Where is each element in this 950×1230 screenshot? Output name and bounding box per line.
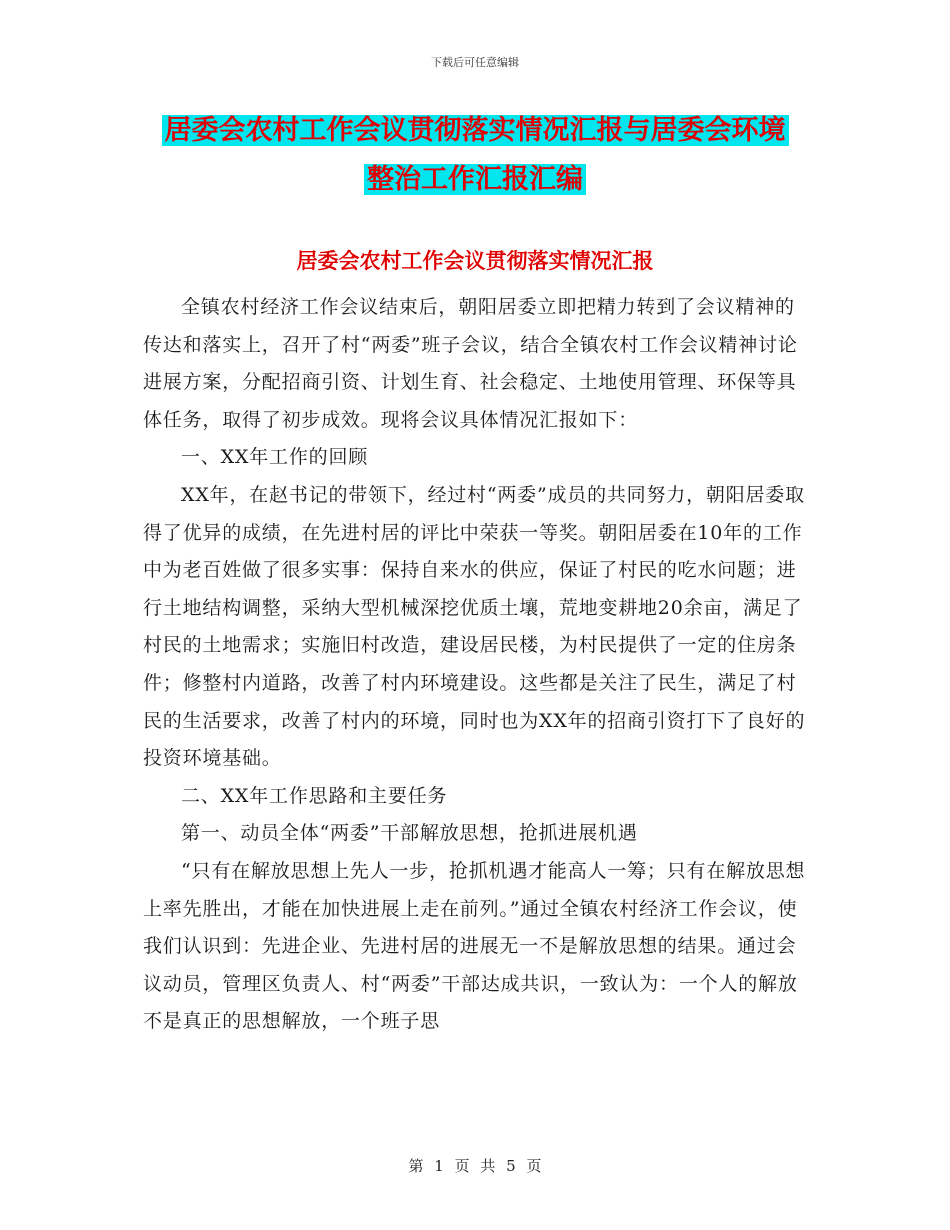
paragraph-intro: 全镇农村经济工作会议结束后，朝阳居委立即把精力转到了会议精神的传达和落实上，召开了村“两委”班子会议，结合全镇农村工作会议精神讨论进展方案，分配招商引资、计划生育、社会稳定、土地使用管理、环保等具体任务，取得了初步成效。现将会议具体情况汇报如下： [143,296,798,431]
heading-point-one: 第一、动员全体“两委”干部解放思想，抢抓进展机遇 [181,822,638,845]
document-title-line-2: 整治工作汇报汇编 [364,164,586,195]
heading-review: 一、XX年工作的回顾 [181,446,369,469]
paragraph-review: XX年，在赵书记的带领下，经过村“两委”成员的共同努力，朝阳居委取得了优异的成绩，在先进村居的评比中荣获一等奖。朝阳居委在10年的工作中为老百姓做了很多实事：保持自来水的供应，保证了村民的吃水问题；进行土地结构调整，采纳大型机械深挖优质土壤，荒地变耕地20余亩，满足了村民的土地需求；实施旧村改造，建设居民楼，为村民提供了一定的住房条件；修整村内道路，改善了村内环境建设。这些都是关注了民生，满足了村民的生活要求，改善了村内的环境，同时也为XX年的招商引资打下了良好的投资环境基础。 [143,483,806,770]
document-title [0,106,950,204]
section-title: 居委会农村工作会议贯彻落实情况汇报 [296,248,654,273]
header-note: 下载后可任意编辑 [431,56,519,69]
document-title-line-1: 居委会农村工作会议贯彻落实情况汇报与居委会环境 [162,115,789,146]
document-body [143,289,809,1041]
heading-plan: 二、XX年工作思路和主要任务 [181,784,448,807]
page-footer: 第 1 页 共 5 页 [408,1157,542,1175]
paragraph-point-one: “只有在解放思想上先人一步，抢抓机遇才能高人一筹；只有在解放思想上率先胜出，才能在加快进展上走在前列。”通过全镇农村经济工作会议，使我们认识到：先进企业、先进村居的进展无一不是解放思想的结果。通过会议动员，管理区负责人、村“两委”干部达成共识，一致认为：一个人的解放不是真正的思想解放，一个班子思 [143,859,806,1033]
